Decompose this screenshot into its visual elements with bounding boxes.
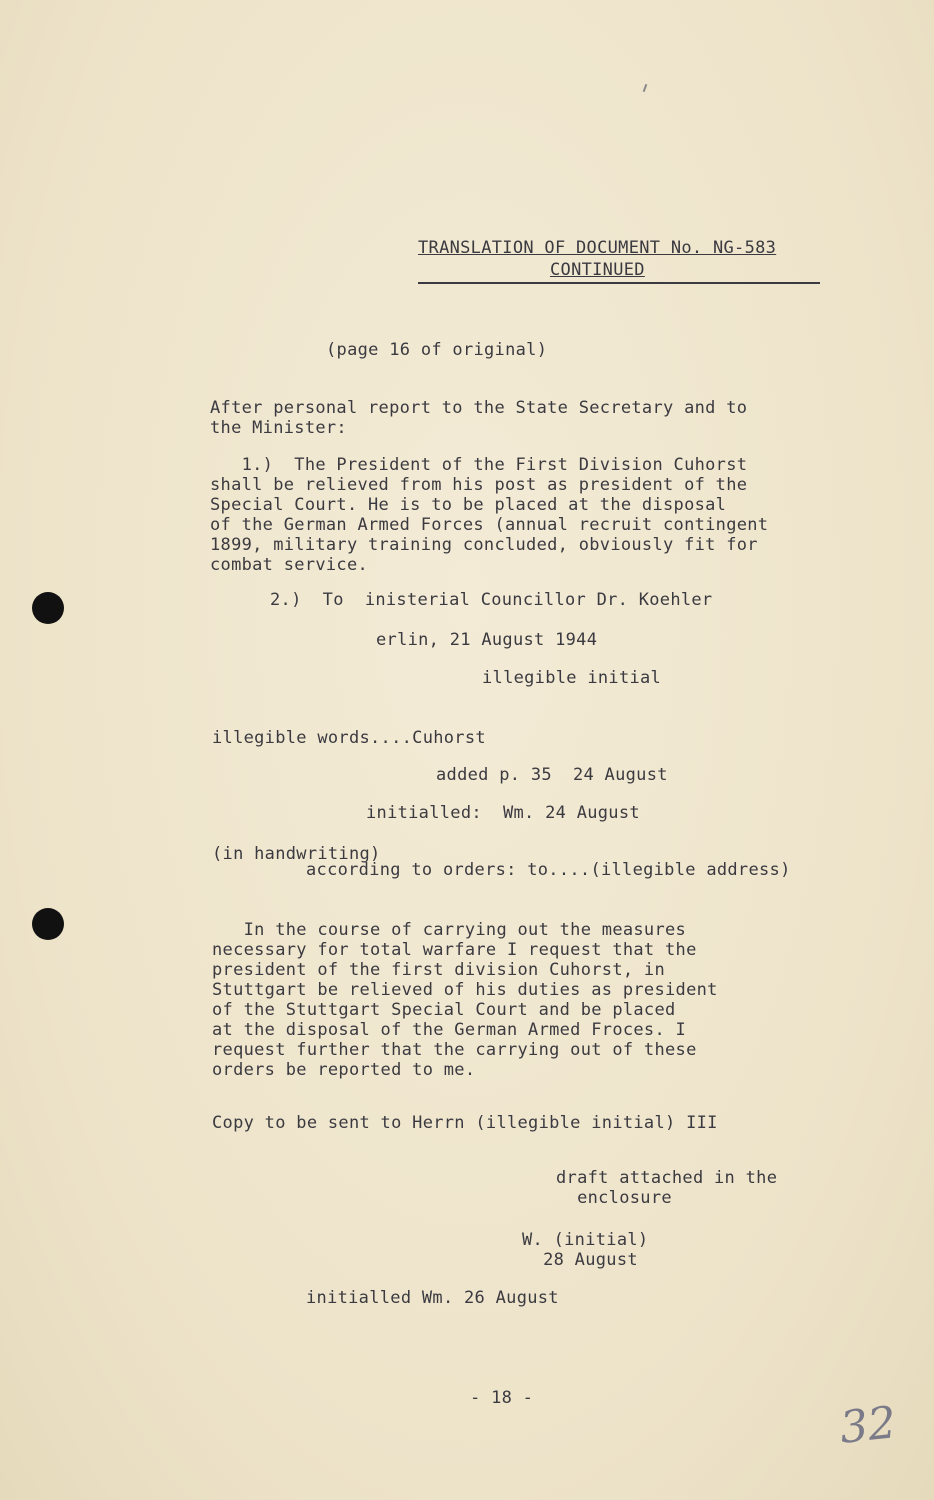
pen-mark: [643, 84, 648, 92]
header-rule: [418, 282, 820, 284]
item-1-paragraph: 1.) The President of the First Division Cuhorst shall be relieved from his post as president of the Special Court. He is to be placed at the disposal of the German Armed Forces (annual recruit contingent 1899, military training concluded, obviously fit for combat service.: [210, 455, 769, 575]
intro-paragraph: After personal report to the State Secretary and to the Minister:: [210, 398, 748, 438]
header-continued: CONTINUED: [550, 260, 645, 280]
handwritten-page-number: 32: [837, 1397, 899, 1454]
header-title: TRANSLATION OF DOCUMENT No. NG-583: [418, 238, 777, 258]
punch-hole-bottom: [32, 908, 64, 940]
initialled-note-2: initialled Wm. 26 August: [306, 1288, 559, 1308]
illegible-initial: illegible initial: [482, 668, 662, 688]
place-date: erlin, 21 August 1944: [376, 630, 598, 650]
illegible-words-line: illegible words....Cuhorst: [212, 728, 486, 748]
copy-line: Copy to be sent to Herrn (illegible initial) III: [212, 1113, 718, 1133]
according-line: according to orders: to....(illegible address): [306, 860, 791, 880]
handwriting-label: (in handwriting): [212, 844, 381, 864]
initialled-note-1: initialled: Wm. 24 August: [366, 803, 640, 823]
w-initial-note: W. (initial) 28 August: [522, 1230, 649, 1270]
punch-hole-top: [32, 592, 64, 624]
page-of-original: (page 16 of original): [326, 340, 548, 360]
draft-note: draft attached in the enclosure: [556, 1168, 778, 1208]
page-number: - 18 -: [470, 1388, 534, 1408]
added-note: added p. 35 24 August: [436, 765, 668, 785]
item-2-line: 2.) To inisterial Councillor Dr. Koehler: [270, 590, 713, 610]
body-paragraph: In the course of carrying out the measures necessary for total warfare I request that the president of the first division Cuhorst, in Stuttgart be relieved of his duties as president of the Stuttgart Special Court and be placed at the disposal of the German Armed Froces. I request further that the carrying out of these orders be reported to me.: [212, 920, 718, 1080]
